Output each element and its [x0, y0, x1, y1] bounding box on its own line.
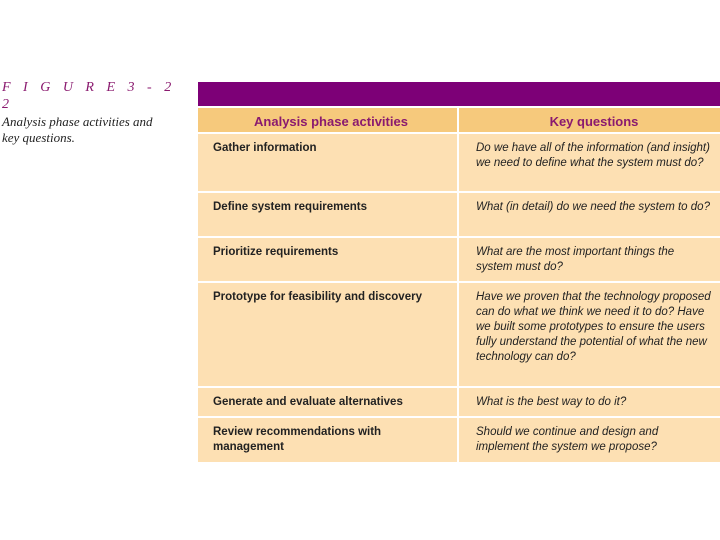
header-key-questions: Key questions	[549, 113, 639, 129]
table-row	[198, 191, 720, 236]
table-row	[198, 281, 720, 386]
question-cell: Should we continue and design and implement the system we propose?	[476, 426, 659, 453]
table-row	[198, 416, 720, 462]
table-row	[198, 386, 720, 416]
figure-description	[2, 114, 182, 146]
figure-label: F I G U R E 3 - 2 2	[2, 80, 176, 112]
question-cell: Have we proven that the technology proposed can do what we think we need it to do? Have we built some prototypes to ensure the users fully understand the potential of what the new technology can do?	[476, 291, 711, 363]
question-cell: What (in detail) do we need the system to do?	[476, 201, 710, 213]
figure-caption	[2, 79, 182, 146]
activity-cell: Define system requirements	[198, 193, 459, 236]
activity-cell: Generate and evaluate alternatives	[198, 388, 459, 416]
activity-cell: Prioritize requirements	[198, 238, 459, 281]
question-cell: What are the most important things the system must do?	[476, 246, 675, 273]
table-row	[198, 236, 720, 281]
figure-description-line-2: key questions.	[2, 130, 75, 145]
figure-description-line-1: Analysis phase activities and	[2, 114, 153, 129]
activity-cell: Prototype for feasibility and discovery	[198, 283, 459, 386]
table-header-row	[198, 108, 720, 132]
header-activities: Analysis phase activities	[198, 108, 459, 132]
question-cell: What is the best way to do it?	[476, 396, 627, 408]
table-row	[198, 132, 720, 191]
table-title-bar	[198, 82, 720, 106]
analysis-table	[198, 82, 720, 462]
question-cell: Do we have all of the information (and insight) we need to define what the system must do?	[476, 142, 710, 169]
activity-cell: Gather information	[198, 134, 459, 191]
activity-cell: Review recommendations with management	[198, 418, 459, 462]
